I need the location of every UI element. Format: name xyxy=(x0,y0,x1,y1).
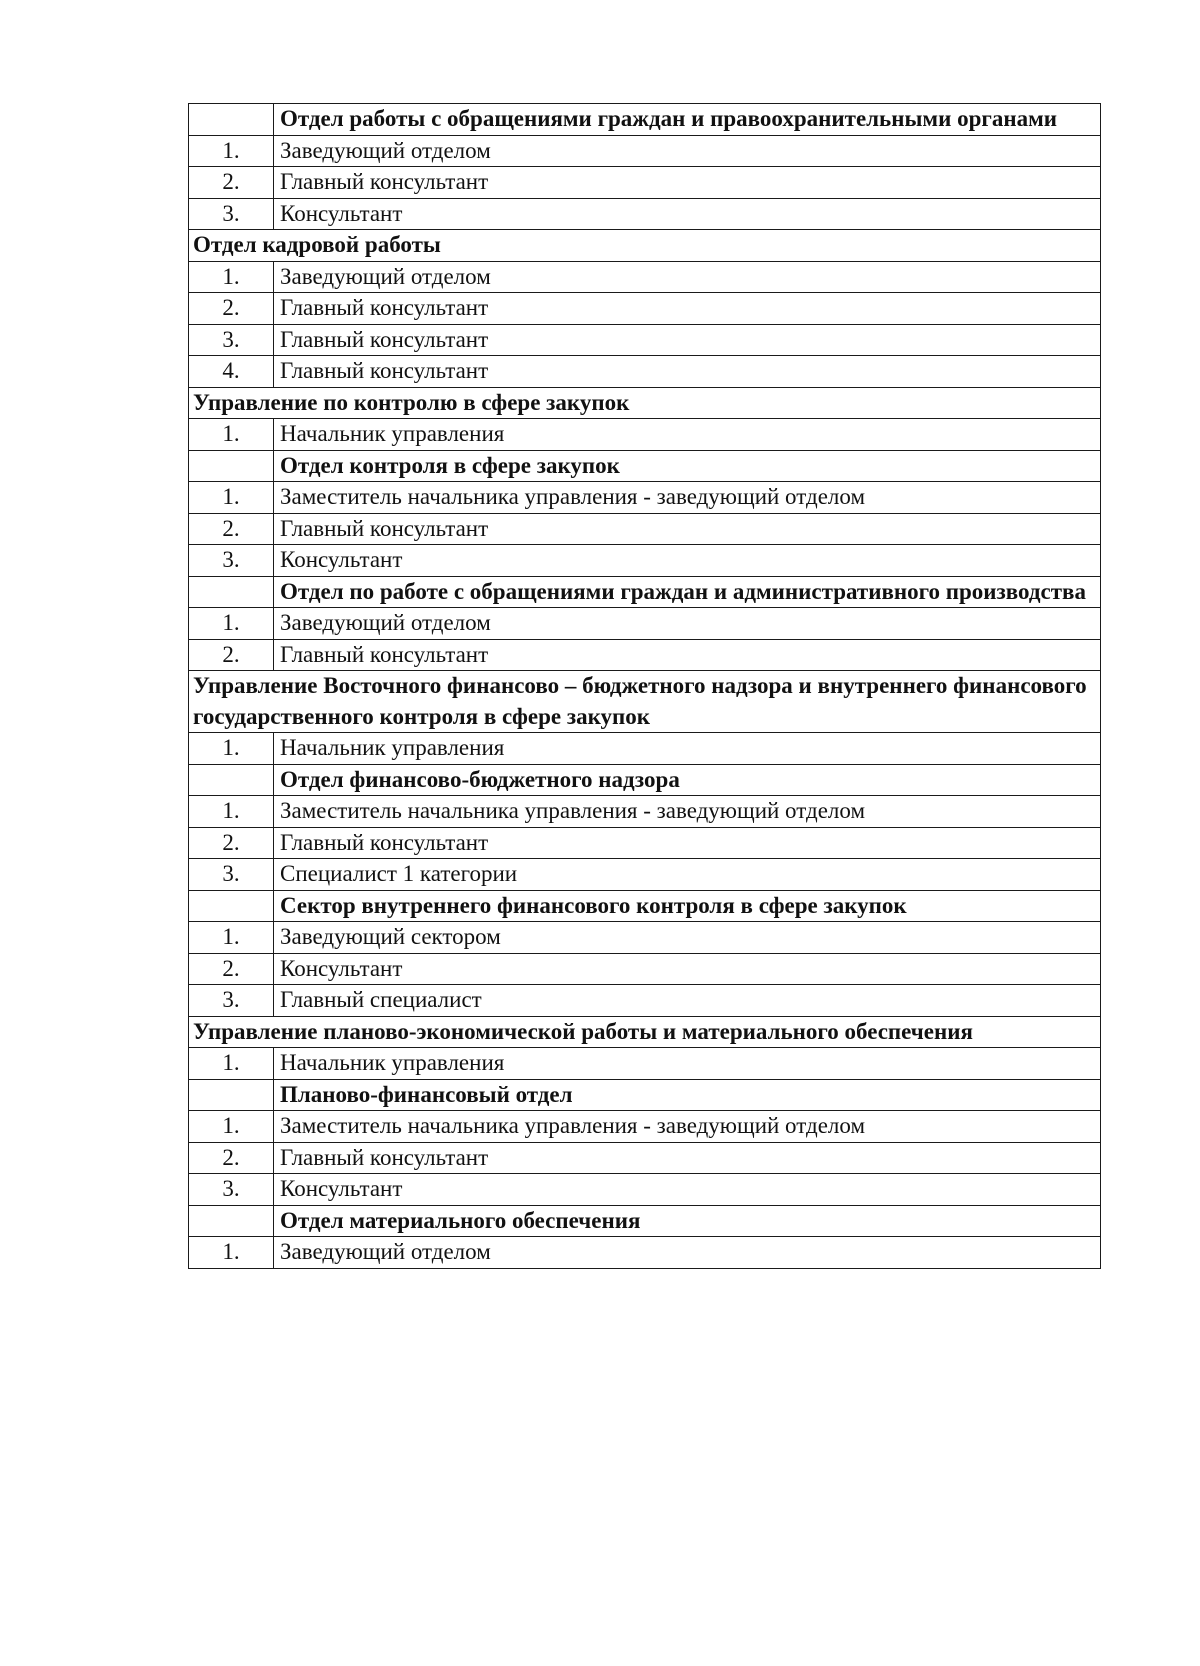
table-row xyxy=(189,1237,1101,1269)
table-row xyxy=(189,890,1101,922)
table-row xyxy=(189,419,1101,451)
position-title: Заведующий сектором xyxy=(274,922,1101,954)
row-number: 1. xyxy=(189,419,274,451)
table-row xyxy=(189,1174,1101,1206)
position-title: Заведующий отделом xyxy=(274,1237,1101,1269)
subdivision-title: Сектор внутреннего финансового контроля в сфере закупок xyxy=(274,890,1101,922)
table-row xyxy=(189,953,1101,985)
row-number: 1. xyxy=(189,482,274,514)
row-number: 3. xyxy=(189,324,274,356)
subdivision-title: Отдел материального обеспечения xyxy=(274,1205,1101,1237)
position-title: Главный консультант xyxy=(274,1142,1101,1174)
table-row xyxy=(189,827,1101,859)
subdivision-title: Отдел контроля в сфере закупок xyxy=(274,450,1101,482)
row-number: 3. xyxy=(189,1174,274,1206)
table-row xyxy=(189,1111,1101,1143)
row-number: 1. xyxy=(189,1237,274,1269)
row-number: 2. xyxy=(189,639,274,671)
row-number: 1. xyxy=(189,922,274,954)
table-row xyxy=(189,324,1101,356)
table-row xyxy=(189,733,1101,765)
table-row xyxy=(189,482,1101,514)
row-number: 1. xyxy=(189,796,274,828)
position-title: Консультант xyxy=(274,953,1101,985)
division-title: Управление по контролю в сфере закупок xyxy=(189,387,1101,419)
position-title: Заведующий отделом xyxy=(274,608,1101,640)
table-row xyxy=(189,1205,1101,1237)
row-number xyxy=(189,450,274,482)
table-row xyxy=(189,167,1101,199)
table-row xyxy=(189,293,1101,325)
division-title: Управление Восточного финансово – бюджетного надзора и внутреннего финансового государственного контроля в сфере закупок xyxy=(189,671,1101,733)
row-number: 1. xyxy=(189,1048,274,1080)
row-number: 1. xyxy=(189,135,274,167)
position-title: Начальник управления xyxy=(274,419,1101,451)
position-title: Главный консультант xyxy=(274,827,1101,859)
row-number: 2. xyxy=(189,1142,274,1174)
table-row xyxy=(189,764,1101,796)
position-title: Начальник управления xyxy=(274,733,1101,765)
table-row xyxy=(189,450,1101,482)
row-number xyxy=(189,764,274,796)
position-title: Главный специалист xyxy=(274,985,1101,1017)
row-number: 1. xyxy=(189,1111,274,1143)
row-number: 1. xyxy=(189,608,274,640)
position-title: Начальник управления xyxy=(274,1048,1101,1080)
row-number: 3. xyxy=(189,198,274,230)
row-number xyxy=(189,890,274,922)
table-row xyxy=(189,545,1101,577)
table-row xyxy=(189,230,1101,262)
row-number: 2. xyxy=(189,827,274,859)
division-title: Управление планово-экономической работы и материального обеспечения xyxy=(189,1016,1101,1048)
staff-positions-table xyxy=(188,103,1101,1269)
table-row xyxy=(189,1079,1101,1111)
row-number xyxy=(189,576,274,608)
position-title: Консультант xyxy=(274,198,1101,230)
position-title: Главный консультант xyxy=(274,293,1101,325)
position-title: Заведующий отделом xyxy=(274,135,1101,167)
table-row xyxy=(189,1016,1101,1048)
subdivision-title: Отдел финансово-бюджетного надзора xyxy=(274,764,1101,796)
row-number: 1. xyxy=(189,733,274,765)
row-number: 1. xyxy=(189,261,274,293)
position-title: Консультант xyxy=(274,1174,1101,1206)
table-row xyxy=(189,135,1101,167)
row-number xyxy=(189,1079,274,1111)
table-row xyxy=(189,198,1101,230)
row-number: 2. xyxy=(189,167,274,199)
table-row xyxy=(189,985,1101,1017)
row-number: 3. xyxy=(189,545,274,577)
table-row xyxy=(189,356,1101,388)
position-title: Заместитель начальника управления - заведующий отделом xyxy=(274,1111,1101,1143)
position-title: Главный консультант xyxy=(274,639,1101,671)
row-number xyxy=(189,1205,274,1237)
position-title: Заведующий отделом xyxy=(274,261,1101,293)
position-title: Заместитель начальника управления - заведующий отделом xyxy=(274,482,1101,514)
table-row xyxy=(189,639,1101,671)
table-row xyxy=(189,859,1101,891)
table-row xyxy=(189,922,1101,954)
position-title: Главный консультант xyxy=(274,513,1101,545)
table-row xyxy=(189,1048,1101,1080)
row-number xyxy=(189,104,274,136)
subdivision-title: Планово-финансовый отдел xyxy=(274,1079,1101,1111)
table-row xyxy=(189,796,1101,828)
table-row xyxy=(189,261,1101,293)
row-number: 2. xyxy=(189,293,274,325)
table-row xyxy=(189,576,1101,608)
position-title: Консультант xyxy=(274,545,1101,577)
table-row xyxy=(189,608,1101,640)
position-title: Главный консультант xyxy=(274,356,1101,388)
table-row xyxy=(189,1142,1101,1174)
position-title: Специалист 1 категории xyxy=(274,859,1101,891)
table-row xyxy=(189,387,1101,419)
division-title: Отдел кадровой работы xyxy=(189,230,1101,262)
row-number: 3. xyxy=(189,859,274,891)
row-number: 2. xyxy=(189,953,274,985)
row-number: 2. xyxy=(189,513,274,545)
table-row xyxy=(189,671,1101,733)
table-row xyxy=(189,513,1101,545)
row-number: 4. xyxy=(189,356,274,388)
position-title: Главный консультант xyxy=(274,324,1101,356)
subdivision-title: Отдел по работе с обращениями граждан и административного производства xyxy=(274,576,1101,608)
table-row xyxy=(189,104,1101,136)
position-title: Заместитель начальника управления - заведующий отделом xyxy=(274,796,1101,828)
row-number: 3. xyxy=(189,985,274,1017)
staff-positions-table-body xyxy=(189,104,1101,1269)
position-title: Главный консультант xyxy=(274,167,1101,199)
subdivision-title: Отдел работы с обращениями граждан и правоохранительными органами xyxy=(274,104,1101,136)
